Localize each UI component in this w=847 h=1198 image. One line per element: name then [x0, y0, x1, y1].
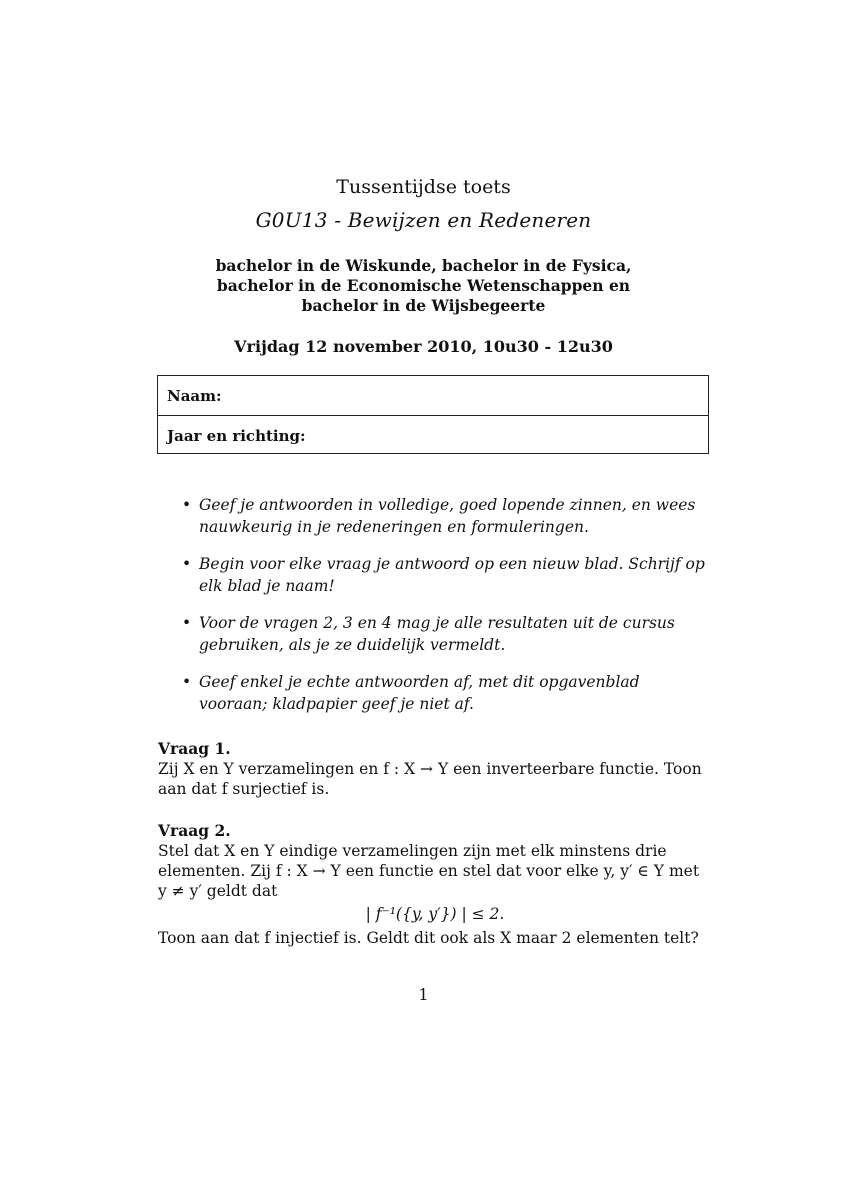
bullet-icon: •	[182, 555, 192, 573]
program-line: bachelor in de Wijsbegeerte	[301, 296, 546, 315]
name-field-row[interactable]	[158, 376, 708, 415]
question-formula: | f⁻¹({y, y′}) | ≤ 2.	[365, 905, 505, 923]
document-title: Tussentijdse toets	[336, 176, 511, 198]
student-info-box	[157, 375, 709, 454]
list-item	[178, 671, 712, 715]
bullet-icon: •	[182, 614, 192, 632]
course-title: G0U13 - Bewijzen en Redeneren	[255, 208, 592, 232]
question-text: Zij X en Y verzamelingen en f : X → Y een inverteerbare functie. Toon aan dat f surjectief is.	[158, 760, 702, 798]
exam-date: Vrijdag 12 november 2010, 10u30 - 12u30	[234, 337, 613, 356]
question-text-after: Toon aan dat f injectief is. Geldt dit ook als X maar 2 elementen telt?	[158, 929, 699, 947]
question-2	[158, 821, 712, 948]
program-label: Jaar en richting:	[167, 427, 306, 445]
list-item	[178, 494, 712, 538]
question-heading: Vraag 2.	[158, 821, 231, 840]
bullet-icon: •	[182, 673, 192, 691]
question-heading: Vraag 1.	[158, 739, 231, 758]
program-field-row[interactable]	[158, 415, 708, 454]
instruction-text: Begin voor elke vraag je antwoord op een nieuw blad. Schrijf op elk blad je naam!	[199, 555, 705, 595]
instructions-list	[178, 494, 712, 730]
bullet-icon: •	[182, 496, 192, 514]
programs-block	[0, 256, 847, 316]
list-item	[178, 612, 712, 656]
instruction-text: Voor de vragen 2, 3 en 4 mag je alle resultaten uit de cursus gebruiken, als je ze duidelijk vermeldt.	[199, 614, 675, 654]
list-item	[178, 553, 712, 597]
name-label: Naam:	[167, 387, 222, 405]
question-1	[158, 739, 712, 799]
instruction-text: Geef je antwoorden in volledige, goed lopende zinnen, en wees nauwkeurig in je redeneringen en formuleringen.	[199, 496, 696, 536]
page-number: 1	[418, 985, 429, 1004]
program-line: bachelor in de Economische Wetenschappen en	[216, 276, 631, 295]
question-text: Stel dat X en Y eindige verzamelingen zijn met elk minstens drie elementen. Zij f : X → Y een functie en stel dat voor elke y, y′ ∈ Y met y ≠ y′ geldt dat	[158, 842, 700, 900]
instruction-text: Geef enkel je echte antwoorden af, met dit opgavenblad vooraan; kladpapier geef je niet af.	[199, 673, 640, 713]
program-line: bachelor in de Wiskunde, bachelor in de Fysica,	[215, 256, 632, 275]
